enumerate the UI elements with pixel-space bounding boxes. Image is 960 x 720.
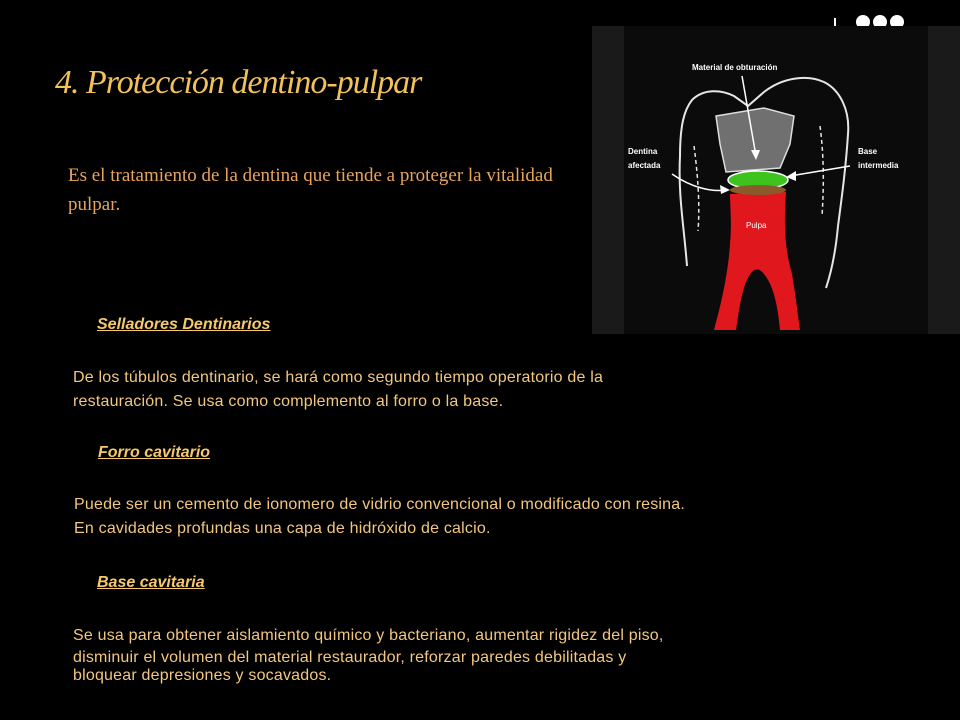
label-affected-dentin-2: afectada xyxy=(628,161,661,170)
text-line: Se usa para obtener aislamiento químico y bacteriano, aumentar rigidez del piso, xyxy=(73,627,664,644)
label-base-2: intermedia xyxy=(858,161,899,170)
label-affected-dentin: Dentina xyxy=(628,147,658,156)
heading-selladores: Selladores Dentinarios xyxy=(97,316,271,333)
text-line: bloquear depresiones y socavados. xyxy=(73,667,332,684)
label-filling: Material de obturación xyxy=(692,63,778,72)
text-line: En cavidades profundas una capa de hidróxido de calcio. xyxy=(74,520,491,537)
affected-dentin-shape xyxy=(730,185,786,195)
text-line: disminuir el volumen del material restaurador, reforzar paredes debilitadas y xyxy=(73,649,627,666)
forro-text xyxy=(74,493,894,541)
text-line: restauración. Se usa como complemento al forro o la base. xyxy=(73,393,504,410)
slide-title: 4. Protección dentino-pulpar xyxy=(55,64,422,101)
filling-shape xyxy=(716,108,794,172)
text-line: De los túbulos dentinario, se hará como segundo tiempo operatorio de la xyxy=(73,369,604,386)
label-base: Base xyxy=(858,147,878,156)
text-line: Puede ser un cemento de ionomero de vidrio convencional o modificado con resina. xyxy=(74,496,686,513)
label-pulp: Pulpa xyxy=(746,221,767,230)
heading-base: Base cavitaria xyxy=(97,574,205,591)
selladores-text xyxy=(73,366,893,414)
base-text xyxy=(73,625,893,687)
intro-text: Es el tratamiento de la dentina que tiende a proteger la vitalidad pulpar. xyxy=(68,165,553,215)
heading-forro: Forro cavitario xyxy=(98,444,211,461)
tooth-diagram xyxy=(592,26,960,334)
